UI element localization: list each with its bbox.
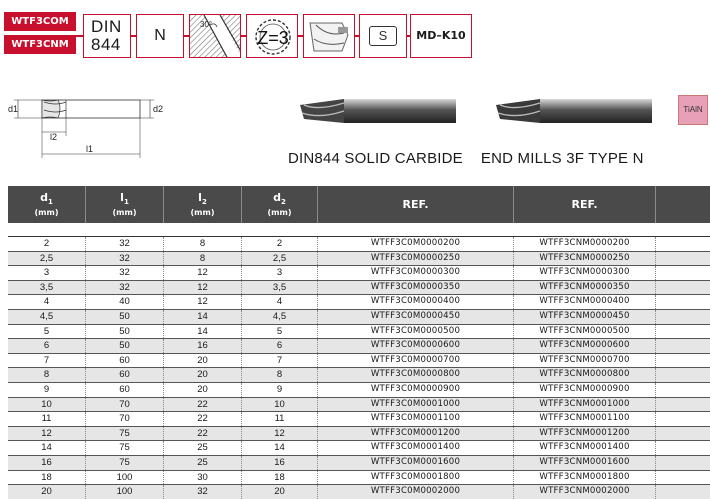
cell-ref-com: WTFF3C0M0000800 (318, 368, 514, 382)
table-row (8, 266, 710, 281)
cell-ref-cnm: WTFF3CNM0000350 (514, 281, 656, 295)
cell-l2: 20 (164, 383, 242, 397)
cell-empty (656, 368, 710, 382)
carbide-grade-badge: MD–K10 (410, 14, 472, 58)
end-shape-badge (303, 14, 355, 58)
cell-d1: 4,5 (8, 310, 86, 324)
cell-d1: 5 (8, 325, 86, 339)
header-d2: $d_2$ (mm) (242, 186, 318, 223)
cell-l1: 100 (86, 471, 164, 485)
cell-ref-com: WTFF3C0M0000450 (318, 310, 514, 324)
product-code-badges (4, 12, 76, 58)
cell-d1: 18 (8, 471, 86, 485)
cell-d2: 3 (242, 266, 318, 280)
header-empty (656, 186, 710, 223)
cell-empty (656, 427, 710, 441)
dim-d2: d2 (153, 104, 164, 114)
table-row (8, 368, 710, 383)
cell-d1: 4 (8, 295, 86, 309)
cell-ref-cnm: WTFF3CNM0000250 (514, 252, 656, 266)
cell-empty (656, 441, 710, 455)
cell-d2: 20 (242, 485, 318, 499)
table-body (8, 236, 710, 499)
dim-l1: l1 (86, 144, 94, 154)
cell-ref-com: WTFF3C0M0000300 (318, 266, 514, 280)
cell-d2: 9 (242, 383, 318, 397)
cell-l1: 70 (86, 412, 164, 426)
cell-d2: 16 (242, 456, 318, 470)
cell-l2: 8 (164, 237, 242, 251)
cell-empty (656, 325, 710, 339)
cell-l2: 25 (164, 456, 242, 470)
cell-d2: 4 (242, 295, 318, 309)
cell-l1: 32 (86, 281, 164, 295)
cell-d1: 3,5 (8, 281, 86, 295)
cell-ref-cnm: WTFF3CNM0000200 (514, 237, 656, 251)
header-spacer (8, 223, 710, 236)
din-number: 844 (91, 35, 121, 54)
cell-l2: 22 (164, 412, 242, 426)
cell-d2: 4,5 (242, 310, 318, 324)
end-mill-image-1 (298, 93, 458, 129)
table-row (8, 339, 710, 354)
din-label: DIN (91, 17, 122, 36)
cell-l2: 12 (164, 266, 242, 280)
cell-ref-cnm: WTFF3CNM0000300 (514, 266, 656, 280)
cell-ref-com: WTFF3C0M0001200 (318, 427, 514, 441)
cell-d1: 2 (8, 237, 86, 251)
cell-l2: 32 (164, 485, 242, 499)
cell-empty (656, 456, 710, 470)
cell-l2: 30 (164, 471, 242, 485)
cell-ref-cnm: WTFF3CNM0001200 (514, 427, 656, 441)
cell-l2: 12 (164, 295, 242, 309)
table-row (8, 237, 710, 252)
cell-empty (656, 471, 710, 485)
cell-l1: 50 (86, 310, 164, 324)
page-title (288, 150, 644, 167)
cell-l2: 14 (164, 325, 242, 339)
cell-ref-com: WTFF3C0M0001100 (318, 412, 514, 426)
product-table (8, 186, 710, 499)
cell-l2: 22 (164, 398, 242, 412)
cell-l2: 20 (164, 354, 242, 368)
cell-ref-com: WTFF3C0M0000200 (318, 237, 514, 251)
cell-ref-cnm: WTFF3CNM0000900 (514, 383, 656, 397)
cell-ref-com: WTFF3C0M0000900 (318, 383, 514, 397)
cell-ref-cnm: WTFF3CNM0000800 (514, 368, 656, 382)
cell-empty (656, 398, 710, 412)
table-row (8, 252, 710, 267)
header-d1: $d_1$ (mm) (8, 186, 86, 223)
cell-d2: 2 (242, 237, 318, 251)
cell-empty (656, 252, 710, 266)
cell-ref-cnm: WTFF3CNM0001600 (514, 456, 656, 470)
cell-d2: 7 (242, 354, 318, 368)
table-header (8, 186, 710, 223)
cell-ref-com: WTFF3C0M0000400 (318, 295, 514, 309)
cell-l1: 70 (86, 398, 164, 412)
cell-l1: 60 (86, 368, 164, 382)
cell-empty (656, 266, 710, 280)
table-row (8, 325, 710, 340)
cell-empty (656, 281, 710, 295)
table-row (8, 441, 710, 456)
dim-d1: d1 (8, 104, 19, 114)
cell-ref-cnm: WTFF3CNM0000400 (514, 295, 656, 309)
cell-l2: 16 (164, 339, 242, 353)
cell-ref-com: WTFF3C0M0000250 (318, 252, 514, 266)
cell-ref-cnm: WTFF3CNM0001800 (514, 471, 656, 485)
end-mill-profile-icon (304, 15, 356, 59)
code-badge-cnm: WTF3CNM (4, 35, 76, 54)
cell-d2: 14 (242, 441, 318, 455)
cell-l1: 50 (86, 339, 164, 353)
cell-d1: 9 (8, 383, 86, 397)
cell-d1: 3 (8, 266, 86, 280)
cell-empty (656, 339, 710, 353)
cell-ref-com: WTFF3C0M0001400 (318, 441, 514, 455)
cell-l1: 32 (86, 252, 164, 266)
cell-ref-com: WTFF3C0M0000700 (318, 354, 514, 368)
header-ref-com: REF. (318, 186, 514, 223)
table-row (8, 354, 710, 369)
cell-ref-cnm: WTFF3CNM0000700 (514, 354, 656, 368)
cell-empty (656, 295, 710, 309)
cell-d2: 3,5 (242, 281, 318, 295)
cell-empty (656, 310, 710, 324)
cell-ref-cnm: WTFF3CNM0000450 (514, 310, 656, 324)
title-part-2: END MILLS 3F TYPE N (480, 150, 644, 167)
table-row (8, 471, 710, 486)
table-row (8, 456, 710, 471)
title-part-1: DIN844 SOLID CARBIDE (288, 150, 463, 167)
cell-d1: 11 (8, 412, 86, 426)
material-group-badge: N (136, 14, 184, 58)
helix-angle-icon (190, 15, 241, 58)
cell-ref-cnm: WTFF3CNM0001000 (514, 398, 656, 412)
cell-l1: 32 (86, 237, 164, 251)
header-l2: $l_2$ (mm) (164, 186, 242, 223)
cell-l1: 40 (86, 295, 164, 309)
cell-d1: 8 (8, 368, 86, 382)
cell-d2: 10 (242, 398, 318, 412)
table-row (8, 295, 710, 310)
cell-empty (656, 354, 710, 368)
cell-d2: 12 (242, 427, 318, 441)
cell-l1: 50 (86, 325, 164, 339)
cell-empty (656, 383, 710, 397)
three-flute-icon (247, 15, 299, 59)
cell-ref-cnm: WTFF3CNM0001100 (514, 412, 656, 426)
code-badge-com: WTF3COM (4, 12, 76, 31)
cell-d1: 12 (8, 427, 86, 441)
cell-empty (656, 485, 710, 499)
cell-l2: 12 (164, 281, 242, 295)
cell-l1: 75 (86, 456, 164, 470)
cell-empty (656, 412, 710, 426)
cell-l1: 100 (86, 485, 164, 499)
cell-ref-com: WTFF3C0M0001000 (318, 398, 514, 412)
cell-l1: 60 (86, 383, 164, 397)
cell-d1: 16 (8, 456, 86, 470)
cell-d2: 18 (242, 471, 318, 485)
header-l1: $l_1$ (mm) (86, 186, 164, 223)
table-row (8, 485, 710, 499)
cell-d1: 2,5 (8, 252, 86, 266)
cell-ref-com: WTFF3C0M0001800 (318, 471, 514, 485)
cell-l2: 14 (164, 310, 242, 324)
table-row (8, 310, 710, 325)
cell-l2: 22 (164, 427, 242, 441)
cell-d2: 5 (242, 325, 318, 339)
dim-l2: l2 (50, 132, 58, 142)
cell-ref-com: WTFF3C0M0002000 (318, 485, 514, 499)
angle-text: 30° (200, 20, 213, 29)
cell-ref-cnm: WTFF3CNM0001400 (514, 441, 656, 455)
cell-d2: 2,5 (242, 252, 318, 266)
header-ref-cnm: REF. (514, 186, 656, 223)
table-row (8, 383, 710, 398)
cell-d1: 10 (8, 398, 86, 412)
dimension-drawing (4, 88, 164, 168)
table-row (8, 427, 710, 442)
flute-count-badge (246, 14, 298, 58)
din-standard-badge (83, 14, 131, 58)
table-row (8, 398, 710, 413)
coating-badge: TiAlN (678, 95, 708, 125)
cell-ref-com: WTFF3C0M0000500 (318, 325, 514, 339)
table-row (8, 412, 710, 427)
cell-l2: 25 (164, 441, 242, 455)
cell-d2: 11 (242, 412, 318, 426)
cell-ref-com: WTFF3C0M0001600 (318, 456, 514, 470)
shank-label: S (369, 26, 397, 46)
cell-d1: 14 (8, 441, 86, 455)
cell-l2: 20 (164, 368, 242, 382)
cell-l2: 8 (164, 252, 242, 266)
cell-l1: 75 (86, 427, 164, 441)
cell-ref-cnm: WTFF3CNM0000500 (514, 325, 656, 339)
cell-l1: 32 (86, 266, 164, 280)
flutes-text: Z=3 (257, 28, 289, 48)
cell-l1: 60 (86, 354, 164, 368)
cell-l1: 75 (86, 441, 164, 455)
cell-d2: 6 (242, 339, 318, 353)
cell-ref-cnm: WTFF3CNM0000600 (514, 339, 656, 353)
table-row (8, 281, 710, 296)
helix-angle-badge (189, 14, 241, 58)
cell-d2: 8 (242, 368, 318, 382)
cell-ref-com: WTFF3C0M0000600 (318, 339, 514, 353)
end-mill-image-2 (494, 93, 654, 129)
cell-d1: 7 (8, 354, 86, 368)
cell-ref-com: WTFF3C0M0000350 (318, 281, 514, 295)
cell-ref-cnm: WTFF3CNM0002000 (514, 485, 656, 499)
cell-d1: 20 (8, 485, 86, 499)
cell-d1: 6 (8, 339, 86, 353)
shank-type-badge (359, 14, 407, 58)
cell-empty (656, 237, 710, 251)
